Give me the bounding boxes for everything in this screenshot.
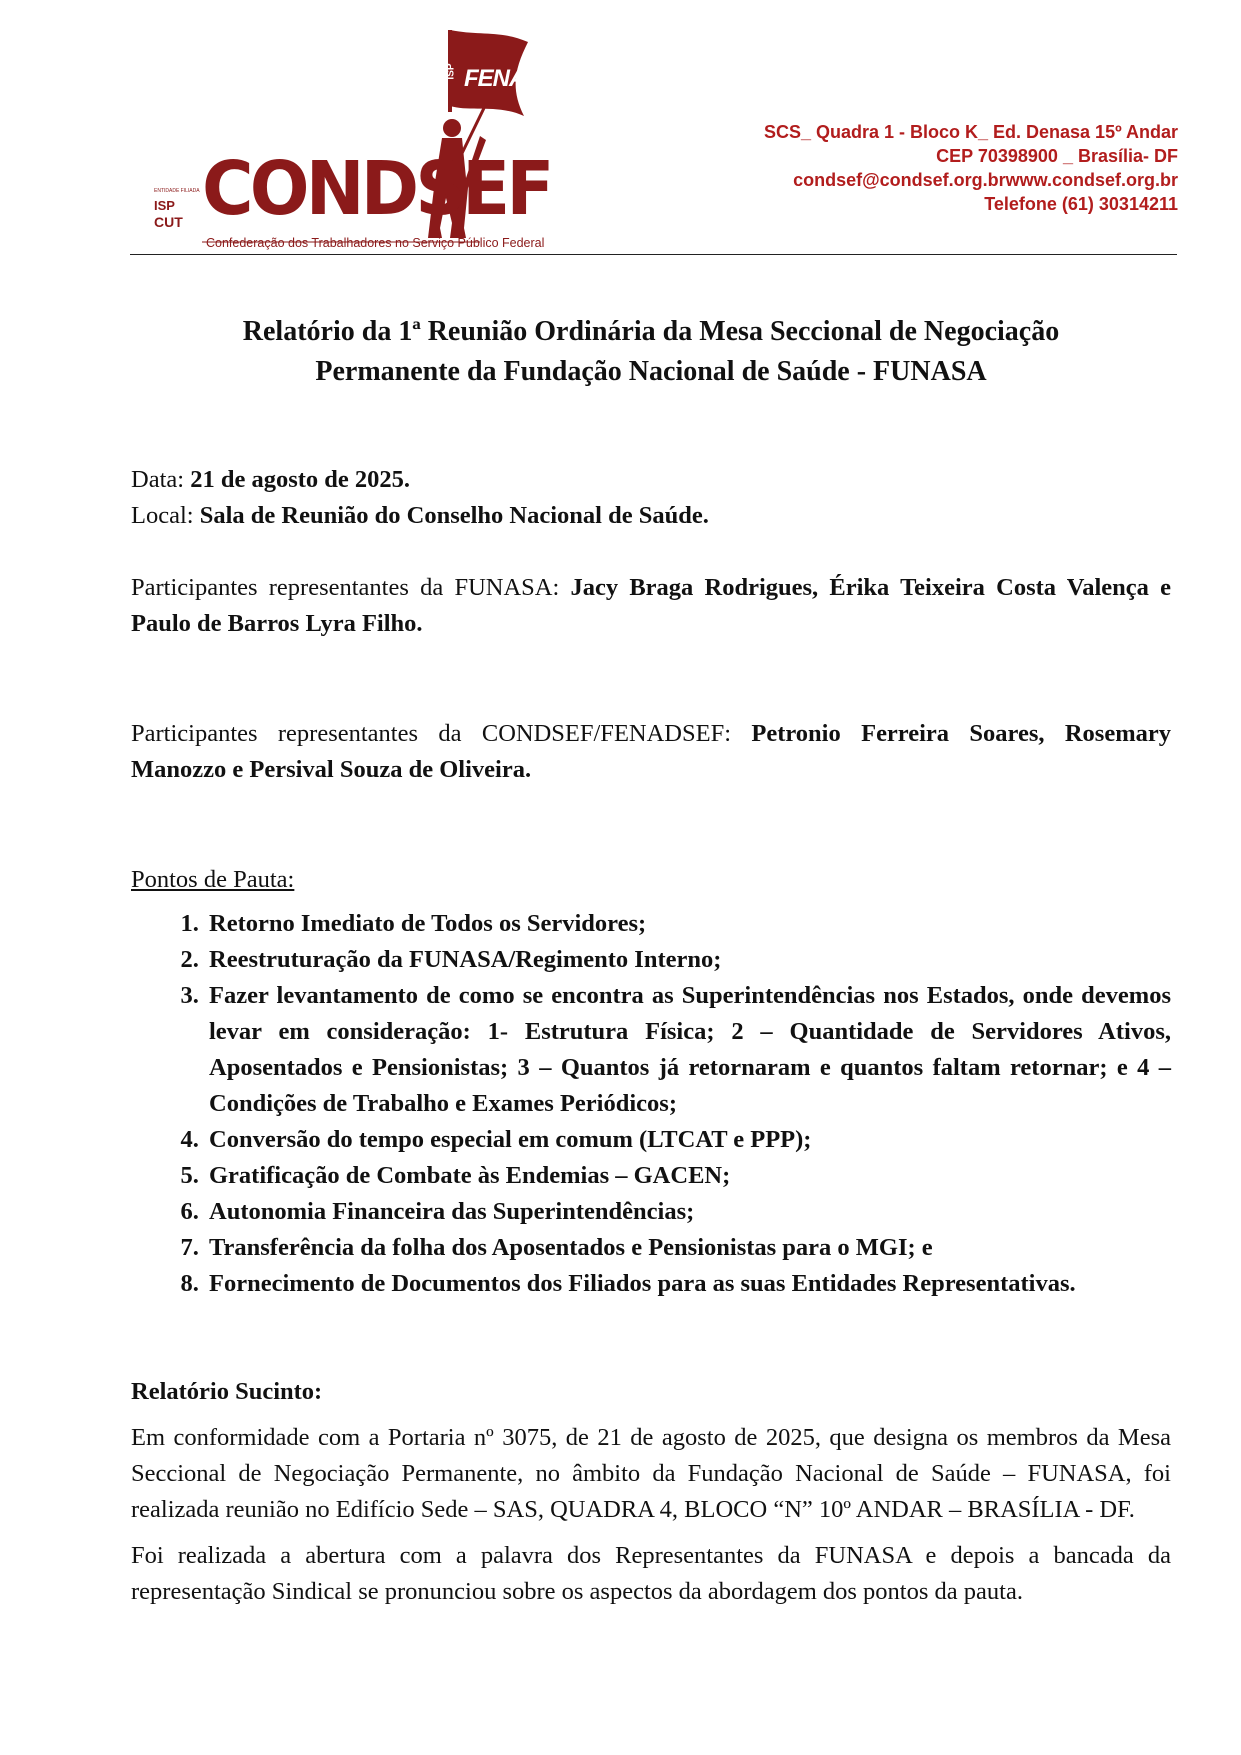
title-line-2: Permanente da Fundação Nacional de Saúde - FUNASA	[315, 356, 987, 387]
location-label: Local:	[131, 502, 194, 529]
agenda-item: 4. Conversão do tempo especial em comum (LTCAT e PPP);	[205, 1122, 1171, 1158]
contact-cep: CEP 70398900 _ Brasília- DF	[936, 146, 1178, 166]
logo-filiada-text: ENTIDADE FILIADA	[154, 188, 200, 194]
contact-email-site: condsef@condsef.org.brwww.condsef.org.br	[793, 170, 1178, 190]
logo-isp-text: ISP	[154, 198, 175, 213]
meeting-location	[131, 498, 1171, 534]
funasa-participants-names: Jacy Braga Rodrigues, Érika Teixeira Costa Valença e Paulo de Barros Lyra Filho.	[131, 574, 1171, 637]
contact-block	[658, 120, 1178, 216]
logo-tagline: Confederação dos Trabalhadores no Serviço Público Federal	[206, 236, 545, 250]
condsef-participants	[131, 716, 1171, 788]
condsef-participants-label: Participantes representantes da CONDSEF/FENADSEF:	[131, 720, 732, 747]
document-title	[131, 312, 1171, 392]
logo-condsef-text: CONDSEF	[202, 146, 551, 232]
location-value: Sala de Reunião do Conselho Nacional de Saúde.	[199, 502, 709, 529]
meeting-date	[131, 462, 1171, 498]
date-label: Data:	[131, 466, 185, 493]
funasa-participants	[131, 570, 1171, 642]
funasa-participants-label: Participantes representantes da FUNASA:	[131, 574, 560, 601]
logo-isp-top-text: ISP	[445, 63, 457, 80]
agenda-item: 8. Fornecimento de Documentos dos Filiados para as suas Entidades Representativas.	[205, 1266, 1171, 1302]
agenda-list	[131, 906, 1171, 1302]
contact-address: SCS_ Quadra 1 - Bloco K_ Ed. Denasa 15º Andar	[763, 122, 1178, 142]
header-divider	[130, 254, 1177, 255]
agenda-item: 6. Autonomia Financeira das Superintendências;	[205, 1194, 1171, 1230]
summary-paragraph-1: Em conformidade com a Portaria nº 3075, de 21 de agosto de 2025, que designa os membros da Mesa Seccional de Negociação Permanente, no âmbito da Fundação Nacional de Saúde – FUNASA, foi realizada reunião no Edifício Sede – SAS, QUADRA 4, BLOCO “N” 10º ANDAR – BRASÍLIA - DF.	[131, 1424, 1171, 1523]
contact-phone: Telefone (61) 30314211	[984, 194, 1178, 214]
agenda-item: 7. Transferência da folha dos Aposentados e Pensionistas para o MGI; e	[205, 1230, 1171, 1266]
title-line-1: Relatório da 1ª Reunião Ordinária da Mesa Seccional de Negociação	[242, 316, 1060, 347]
agenda-item: 2. Reestruturação da FUNASA/Regimento Interno;	[205, 942, 1171, 978]
agenda-item: 5. Gratificação de Combate às Endemias – GACEN;	[205, 1158, 1171, 1194]
summary-paragraph-2: Foi realizada a abertura com a palavra dos Representantes da FUNASA e depois a bancada da representação Sindical se pronunciou sobre os aspectos da abordagem dos pontos da pauta.	[131, 1542, 1171, 1605]
condsef-logo	[150, 28, 590, 256]
date-value: 21 de agosto de 2025.	[190, 466, 411, 493]
document-body	[131, 300, 1171, 1610]
logo-cut-text: CUT	[154, 214, 183, 230]
agenda-item: 1. Retorno Imediato de Todos os Servidores;	[205, 906, 1171, 942]
agenda-heading: Pontos de Pauta:	[131, 866, 295, 893]
summary-heading: Relatório Sucinto:	[131, 1378, 323, 1405]
condsef-participants-names: Petronio Ferreira Soares, Rosemary Manozzo e Persival Souza de Oliveira.	[131, 720, 1171, 783]
logo-fenadsef-text: FENADSEF	[464, 65, 586, 92]
agenda-item: 3. Fazer levantamento de como se encontra as Superintendências nos Estados, onde devemos levar em consideração: 1- Estrutura Física; 2 – Quantidade de Servidores Ativos, Aposentados e Pensionistas; 3 – Quantos já retornaram e quantos faltam retornar; e 4 – Condições de Trabalho e Exames Periódicos;	[205, 978, 1171, 1122]
